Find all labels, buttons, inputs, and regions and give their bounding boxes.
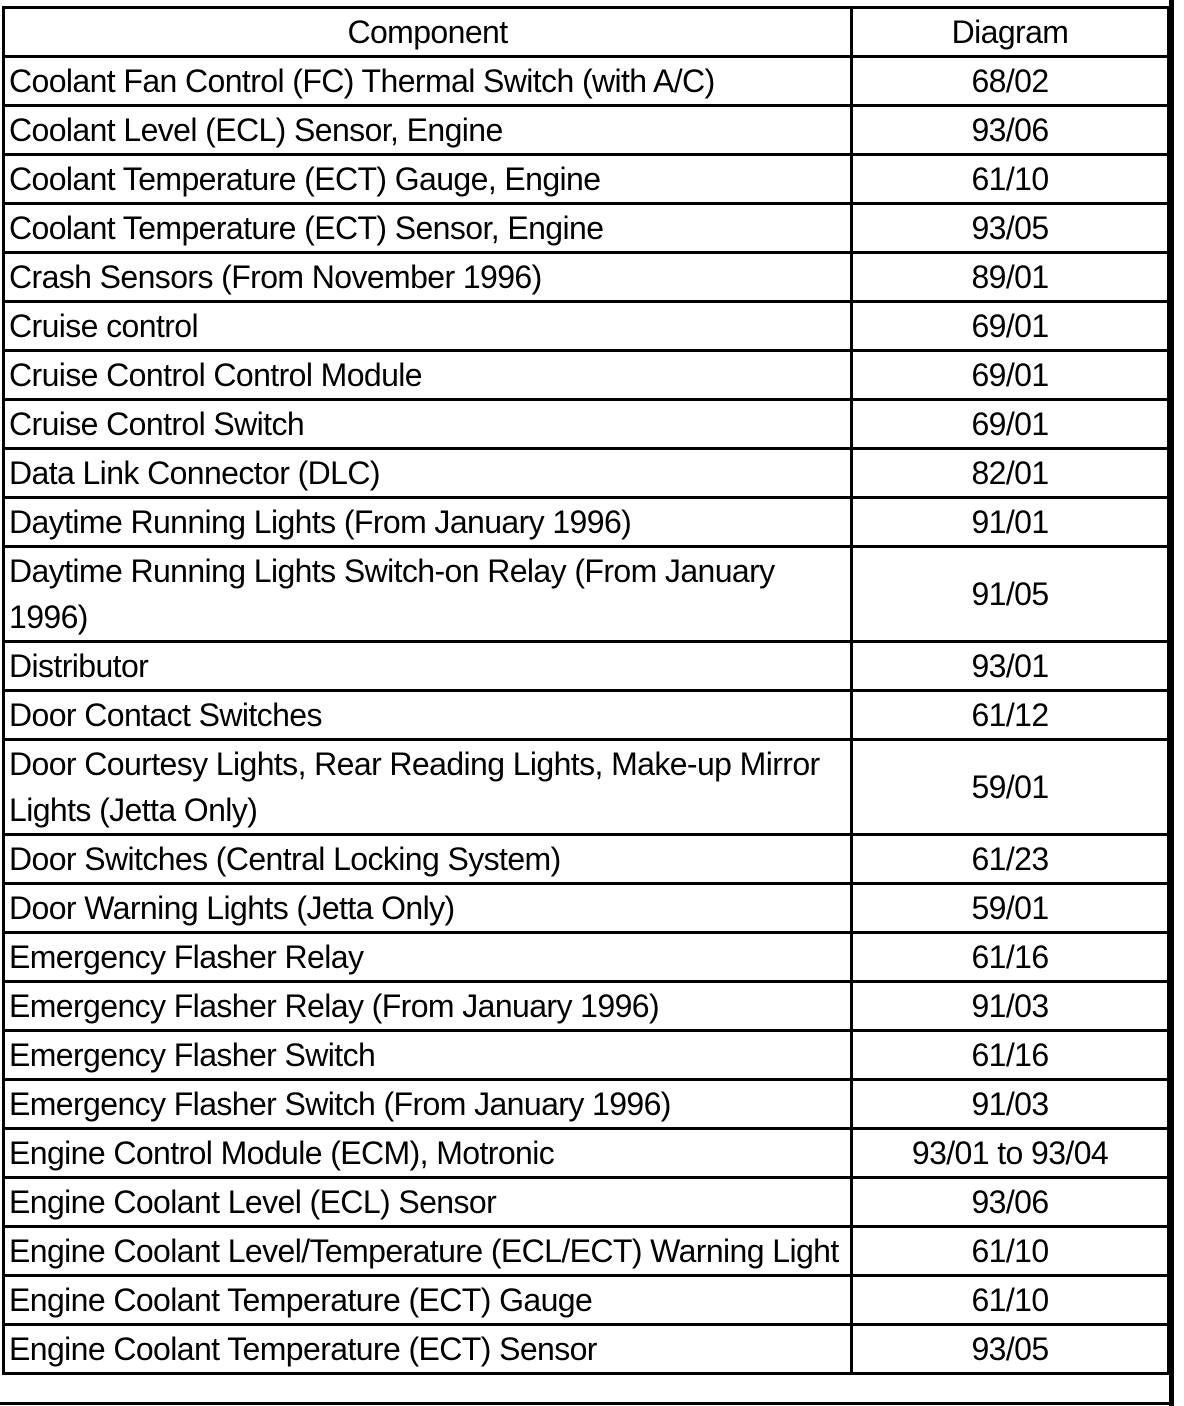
component-cell: Door Switches (Central Locking System) — [4, 835, 852, 884]
component-cell: Crash Sensors (From November 1996) — [4, 253, 852, 302]
page-right-border — [1169, 0, 1174, 1406]
table-row — [4, 155, 1169, 204]
diagram-cell: 89/01 — [852, 253, 1169, 302]
diagram-cell: 91/01 — [852, 498, 1169, 547]
component-cell: Coolant Level (ECL) Sensor, Engine — [4, 106, 852, 155]
component-cell: Engine Coolant Level (ECL) Sensor — [4, 1178, 852, 1227]
component-cell: Coolant Temperature (ECT) Sensor, Engine — [4, 204, 852, 253]
component-cell: Emergency Flasher Switch — [4, 1031, 852, 1080]
table-row — [4, 1178, 1169, 1227]
table-row — [4, 449, 1169, 498]
table-row — [4, 691, 1169, 740]
table-row — [4, 498, 1169, 547]
component-diagram-table — [2, 6, 1170, 1375]
header-diagram: Diagram — [852, 8, 1169, 57]
diagram-cell: 61/16 — [852, 1031, 1169, 1080]
diagram-cell: 61/10 — [852, 1276, 1169, 1325]
diagram-cell: 69/01 — [852, 302, 1169, 351]
component-cell: Door Warning Lights (Jetta Only) — [4, 884, 852, 933]
component-cell: Cruise control — [4, 302, 852, 351]
diagram-cell: 91/03 — [852, 1080, 1169, 1129]
diagram-cell: 93/06 — [852, 1178, 1169, 1227]
table-row — [4, 204, 1169, 253]
component-cell: Emergency Flasher Relay — [4, 933, 852, 982]
table-row — [4, 400, 1169, 449]
diagram-cell: 61/23 — [852, 835, 1169, 884]
component-cell: Engine Coolant Temperature (ECT) Gauge — [4, 1276, 852, 1325]
component-cell: Engine Coolant Temperature (ECT) Sensor — [4, 1325, 852, 1374]
table-row — [4, 351, 1169, 400]
diagram-cell: 91/03 — [852, 982, 1169, 1031]
component-cell: Daytime Running Lights (From January 1996) — [4, 498, 852, 547]
diagram-cell: 93/06 — [852, 106, 1169, 155]
table-row — [4, 1129, 1169, 1178]
table-row — [4, 1080, 1169, 1129]
table-row — [4, 1031, 1169, 1080]
diagram-cell: 93/01 to 93/04 — [852, 1129, 1169, 1178]
table-body — [4, 57, 1169, 1374]
table-row — [4, 302, 1169, 351]
table-header-row — [4, 8, 1169, 57]
component-cell: Cruise Control Switch — [4, 400, 852, 449]
table-row — [4, 740, 1169, 835]
header-component: Component — [4, 8, 852, 57]
diagram-cell: 93/05 — [852, 1325, 1169, 1374]
diagram-cell: 61/10 — [852, 1227, 1169, 1276]
component-cell: Coolant Temperature (ECT) Gauge, Engine — [4, 155, 852, 204]
diagram-cell: 61/10 — [852, 155, 1169, 204]
component-cell: Distributor — [4, 642, 852, 691]
component-cell: Emergency Flasher Switch (From January 1996) — [4, 1080, 852, 1129]
table-row — [4, 1276, 1169, 1325]
component-cell: Engine Control Module (ECM), Motronic — [4, 1129, 852, 1178]
component-cell: Coolant Fan Control (FC) Thermal Switch (with A/C) — [4, 57, 852, 106]
table-row — [4, 642, 1169, 691]
component-cell: Door Courtesy Lights, Rear Reading Lights, Make-up Mirror Lights (Jetta Only) — [4, 740, 852, 835]
component-cell: Door Contact Switches — [4, 691, 852, 740]
table-row — [4, 57, 1169, 106]
component-cell: Emergency Flasher Relay (From January 1996) — [4, 982, 852, 1031]
diagram-cell: 91/05 — [852, 547, 1169, 642]
component-cell: Cruise Control Control Module — [4, 351, 852, 400]
component-cell: Engine Coolant Level/Temperature (ECL/ECT) Warning Light — [4, 1227, 852, 1276]
component-cell: Daytime Running Lights Switch-on Relay (From January 1996) — [4, 547, 852, 642]
diagram-cell: 69/01 — [852, 400, 1169, 449]
page-bottom-border — [0, 1402, 1174, 1405]
diagram-cell: 61/16 — [852, 933, 1169, 982]
diagram-cell: 59/01 — [852, 740, 1169, 835]
component-cell: Data Link Connector (DLC) — [4, 449, 852, 498]
diagram-cell: 68/02 — [852, 57, 1169, 106]
table-row — [4, 933, 1169, 982]
diagram-cell: 59/01 — [852, 884, 1169, 933]
diagram-cell: 69/01 — [852, 351, 1169, 400]
diagram-cell: 61/12 — [852, 691, 1169, 740]
table-row — [4, 253, 1169, 302]
table-row — [4, 982, 1169, 1031]
diagram-cell: 82/01 — [852, 449, 1169, 498]
diagram-cell: 93/01 — [852, 642, 1169, 691]
diagram-cell: 93/05 — [852, 204, 1169, 253]
table-row — [4, 106, 1169, 155]
component-diagram-table-container — [2, 6, 1167, 1375]
table-row — [4, 1227, 1169, 1276]
table-row — [4, 547, 1169, 642]
table-row — [4, 884, 1169, 933]
table-row — [4, 835, 1169, 884]
table-row — [4, 1325, 1169, 1374]
